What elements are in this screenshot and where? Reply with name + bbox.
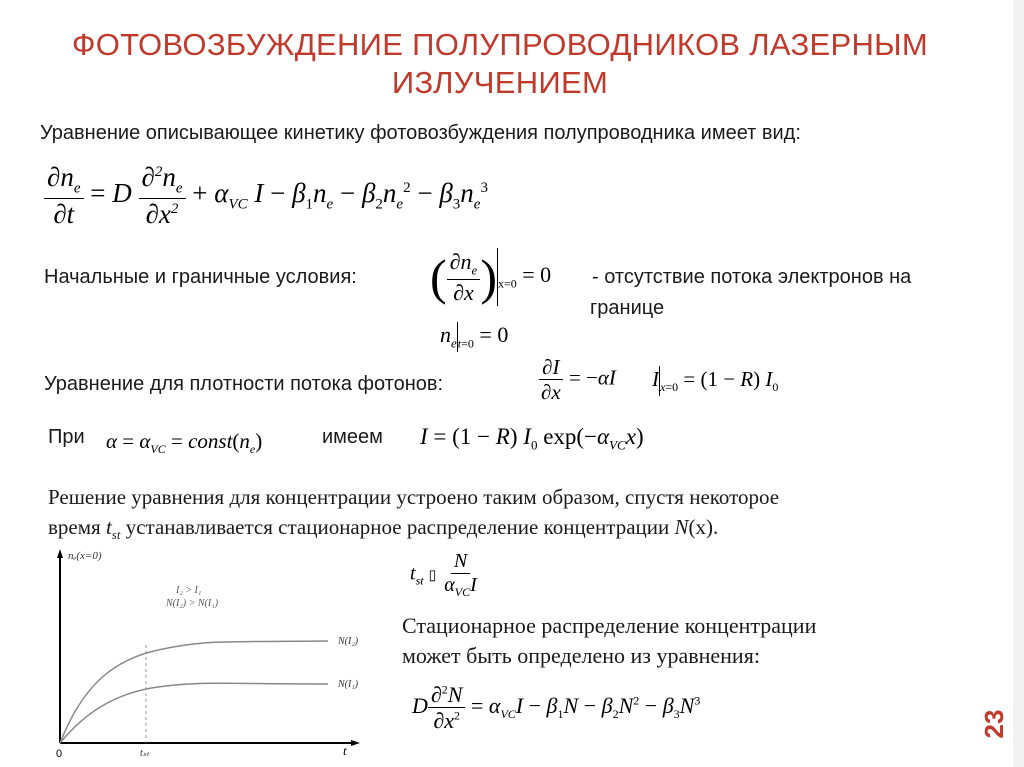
graph-y-label: nₑ(x=0)	[68, 550, 102, 562]
alpha-condition: $\alpha = \alpha_{VC}$ = $const(n_e)$	[106, 429, 263, 457]
graph-t-label: t	[343, 743, 347, 758]
solution-var-x: (x).	[688, 515, 719, 539]
concentration-graph	[38, 545, 368, 760]
boundary-condition: ( $\frac{\partial n_e}{\partial x}$ )$_{x=0} = 0$	[430, 249, 552, 305]
solution-var-n: N	[674, 515, 689, 539]
photon-flux-boundary: $I_{x=0} = (1 - R)$ $I_0$	[652, 366, 779, 394]
kinetic-equation: $\frac{\partial n_e}{\partial t}$ = D $\frac{\partial^2n_e}{\partial x^2}$ + $\alpha_{VC}$ $I - \beta_1n_e - \beta_2n_e^2 - \beta_3n_e^3$	[44, 162, 488, 230]
at-label: При	[48, 426, 85, 448]
tst-estimate: $t_{st}$ ▯ $\frac{N}{\alpha_{VC}I}$	[410, 550, 477, 599]
graph-y-arrow	[57, 549, 63, 558]
stationary-line-1: Стационарное распределение концентрации	[402, 613, 817, 638]
boundary-note-1: - отсутствие потока электронов на	[592, 266, 912, 288]
have-label: имеем	[322, 426, 383, 448]
graph-x-arrow	[351, 740, 360, 746]
conditions-label: Начальные и граничные условия:	[44, 266, 357, 288]
initial-condition: $n_{et=0} = 0$	[440, 322, 509, 351]
graph-origin-label: 0	[56, 748, 63, 760]
intensity-solution: I = (1 − R) $I_0$ $\exp(-\alpha_{VC}x)$	[420, 424, 644, 453]
graph-legend-1: I₂ > I₁	[176, 585, 202, 596]
intro-text: Уравнение описывающее кинетику фотовозбуждения полупроводника имеет вид:	[40, 122, 801, 144]
graph-curve-i1	[60, 683, 328, 743]
stationary-equation: D $\frac{\partial^2N}{\partial x^2}$ = $\alpha_{VC}I - \beta_1N - \beta_2N^2 - \beta_3N^3$	[412, 682, 701, 734]
page-number: 23	[979, 709, 1009, 739]
graph-curve-i1-label: N(I₁)	[338, 679, 359, 690]
photon-flux-label: Уравнение для плотности потока фотонов:	[44, 373, 444, 395]
solution-line-2: время $t_{st}$ устанавливается стационарное распределение концентрации N(x).	[48, 515, 719, 543]
photon-flux-equation: $\frac{\partial I}{\partial x}$ = −αI	[541, 355, 616, 405]
slide-edge-bar	[1013, 0, 1024, 767]
boundary-note-2: границе	[590, 297, 665, 319]
graph-tst-label: tₛₜ	[140, 748, 150, 759]
slide-title: ФОТОВОЗБУЖДЕНИЕ ПОЛУПРОВОДНИКОВ ЛАЗЕРНЫМ ИЗЛУЧЕНИЕМ	[71, 27, 929, 100]
solution-word-stationary: устанавливается стационарное распределение концентрации	[125, 515, 670, 539]
stationary-line-2: может быть определено из уравнения:	[402, 643, 760, 668]
solution-line-1: Решение уравнения для концентрации устроено таким образом, спустя некоторое	[48, 485, 780, 509]
graph-curve-i2-label: N(I₂)	[338, 636, 359, 647]
graph-curve-i2	[60, 641, 328, 743]
graph-legend-2: N(I₂) > N(I₁)	[166, 598, 219, 609]
solution-word-time: время	[48, 515, 101, 539]
